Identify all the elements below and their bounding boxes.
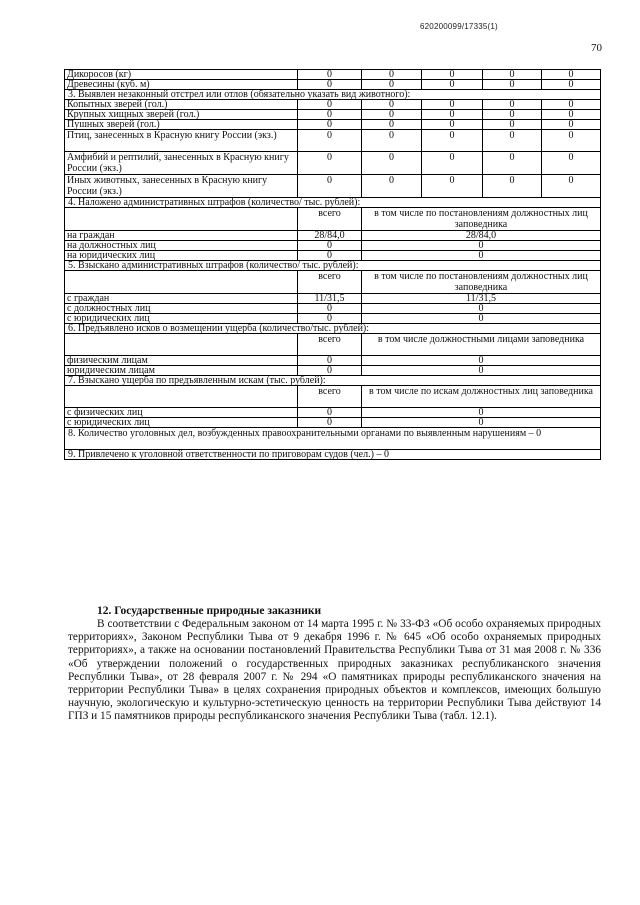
- row-label: на юридических лиц: [65, 251, 298, 261]
- table-row: [65, 241, 601, 251]
- row-label: с должностных лиц: [65, 304, 298, 314]
- section-6-title: 6. Предъявлено исков о возмещении ущерба (количество/тыс. рублей):: [65, 324, 601, 334]
- table-row: [65, 120, 601, 130]
- row-label: Копытных зверей (гол.): [65, 100, 298, 110]
- empty-cell: [65, 386, 298, 408]
- row-label: юридическим лицам: [65, 366, 298, 376]
- row-label: Древесины (куб. м): [65, 80, 298, 90]
- cell-value: 0: [542, 152, 601, 175]
- section-3-title: 3. Выявлен незаконный отстрел или отлов (обязательно указать вид животного):: [65, 90, 601, 100]
- cell-sub: 0: [362, 356, 601, 366]
- cell-sub: 11/31,5: [362, 294, 601, 304]
- row-label: Крупных хищных зверей (гол.): [65, 110, 298, 120]
- cell-value: 0: [483, 152, 542, 175]
- subheader-row: [65, 271, 601, 294]
- cell-value: 0: [362, 100, 422, 110]
- table-row: [65, 356, 601, 366]
- cell-value: 0: [483, 70, 542, 80]
- table-row: [65, 231, 601, 241]
- col-header-sub: в том числе должностными лицами заповедника: [362, 334, 601, 356]
- cell-value: 0: [362, 175, 422, 198]
- cell-value: 0: [422, 110, 483, 120]
- cell-value: 0: [362, 70, 422, 80]
- subheader-row: [65, 334, 601, 356]
- table-row: [65, 418, 601, 428]
- cell-sub: 0: [362, 304, 601, 314]
- cell-value: 0: [483, 100, 542, 110]
- cell-value: 0: [298, 130, 362, 152]
- row-label: Амфибий и рептилий, занесенных в Красную книгу России (экз.): [65, 152, 298, 175]
- section-8-text: 8. Количество уголовных дел, возбужденных правоохранительными органами по выявленным нарушениям – 0: [65, 428, 601, 450]
- cell-value: 0: [422, 70, 483, 80]
- table-row: [65, 304, 601, 314]
- section-9-text: 9. Привлечено к уголовной ответственности по приговорам судов (чел.) – 0: [65, 450, 601, 460]
- section-12-paragraph: В соответствии с Федеральным законом от 14 марта 1995 г. № 33-ФЗ «Об особо охраняемых природных территориях», Законом Республики Тыва от 9 декабря 1996 г. № 645 «Об особо охраняемых природных территориях», а также на основании постановлений Правительства Республики Тыва от 31 мая 2008 г. № 336 «Об утверждении положений о государственных природных заказниках республиканского значения Республики Тыва», от 28 февраля 2007 г. № 294 «О памятниках природы республиканского значения на территории Республики Тыва» в целях сохранения природных объектов и комплексов, имеющих большую научную, экологическую и культурно-эстетическую ценность на территории Республики Тыва действуют 14 ГПЗ и 15 памятников природы республиканского значения Республики Тыва (табл. 12.1).: [68, 618, 601, 723]
- cell-value: 0: [298, 80, 362, 90]
- cell-value: 0: [422, 120, 483, 130]
- cell-value: 0: [298, 120, 362, 130]
- cell-value: 0: [542, 70, 601, 80]
- cell-value: 0: [422, 80, 483, 90]
- cell-value: 0: [542, 110, 601, 120]
- cell-total: 0: [298, 418, 362, 428]
- cell-total: 0: [298, 314, 362, 324]
- col-header-total: всего: [298, 386, 362, 408]
- section-4-title: 4. Наложено административных штрафов (количество/ тыс. рублей):: [65, 198, 601, 208]
- cell-value: 0: [542, 100, 601, 110]
- table-row: [65, 100, 601, 110]
- table-row: [65, 366, 601, 376]
- cell-total: 0: [298, 251, 362, 261]
- col-header-total: всего: [298, 271, 362, 294]
- cell-value: 0: [483, 80, 542, 90]
- cell-value: 0: [483, 175, 542, 198]
- cell-value: 0: [542, 130, 601, 152]
- cell-value: 0: [362, 80, 422, 90]
- cell-value: 0: [422, 175, 483, 198]
- section-12-heading: 12. Государственные природные заказники: [97, 605, 322, 617]
- row-label: с физических лиц: [65, 408, 298, 418]
- cell-value: 0: [362, 152, 422, 175]
- section-title-row: [65, 376, 601, 386]
- col-header-total: всего: [298, 334, 362, 356]
- cell-value: 0: [542, 120, 601, 130]
- section-7-title: 7. Взыскано ущерба по предъявленным искам (тыс. рублей):: [65, 376, 601, 386]
- cell-sub: 0: [362, 408, 601, 418]
- row-label: Пушных зверей (гол.): [65, 120, 298, 130]
- cell-total: 28/84,0: [298, 231, 362, 241]
- section-5-title: 5. Взыскано административных штрафов (количество/ тыс. рублей):: [65, 261, 601, 271]
- cell-sub: 0: [362, 314, 601, 324]
- cell-value: 0: [362, 110, 422, 120]
- empty-cell: [65, 208, 298, 231]
- cell-value: 0: [422, 152, 483, 175]
- cell-total: 11/31,5: [298, 294, 362, 304]
- cell-total: 0: [298, 366, 362, 376]
- cell-total: 0: [298, 304, 362, 314]
- cell-value: 0: [298, 152, 362, 175]
- row-label: на должностных лиц: [65, 241, 298, 251]
- row-label: с граждан: [65, 294, 298, 304]
- cell-value: 0: [362, 120, 422, 130]
- table-row: [65, 130, 601, 152]
- section-title-row: [65, 450, 601, 460]
- row-label: с юридических лиц: [65, 418, 298, 428]
- cell-value: 0: [542, 80, 601, 90]
- row-label: физическим лицам: [65, 356, 298, 366]
- cell-sub: 28/84,0: [362, 231, 601, 241]
- row-label: на граждан: [65, 231, 298, 241]
- section-title-row: [65, 198, 601, 208]
- cell-total: 0: [298, 356, 362, 366]
- section-title-row: [65, 90, 601, 100]
- table-row: [65, 80, 601, 90]
- cell-sub: 0: [362, 241, 601, 251]
- col-header-sub: в том числе по искам должностных лиц заповедника: [362, 386, 601, 408]
- table-row: [65, 294, 601, 304]
- cell-value: 0: [483, 130, 542, 152]
- cell-value: 0: [483, 110, 542, 120]
- section-title-row: [65, 324, 601, 334]
- table-row: [65, 70, 601, 80]
- empty-cell: [65, 271, 298, 294]
- cell-value: 0: [542, 175, 601, 198]
- cell-total: 0: [298, 241, 362, 251]
- violations-table: [64, 69, 601, 460]
- row-label: Птиц, занесенных в Красную книгу России (экз.): [65, 130, 298, 152]
- cell-value: 0: [298, 110, 362, 120]
- cell-value: 0: [298, 100, 362, 110]
- cell-value: 0: [422, 100, 483, 110]
- section-title-row: [65, 261, 601, 271]
- cell-value: 0: [298, 70, 362, 80]
- col-header-sub: в том числе по постановлениям должностных лиц заповедника: [362, 271, 601, 294]
- table-row: [65, 110, 601, 120]
- section-title-row: [65, 428, 601, 450]
- col-header-total: всего: [298, 208, 362, 231]
- subheader-row: [65, 386, 601, 408]
- row-label: Дикоросов (кг): [65, 70, 298, 80]
- page-number: 70: [591, 42, 602, 54]
- row-label: с юридических лиц: [65, 314, 298, 324]
- col-header-sub: в том числе по постановлениям должностных лиц заповедника: [362, 208, 601, 231]
- cell-sub: 0: [362, 251, 601, 261]
- cell-value: 0: [422, 130, 483, 152]
- table-row: [65, 408, 601, 418]
- table-row: [65, 251, 601, 261]
- cell-sub: 0: [362, 366, 601, 376]
- row-label: Иных животных, занесенных в Красную книгу России (экз.): [65, 175, 298, 198]
- cell-value: 0: [362, 130, 422, 152]
- table-row: [65, 314, 601, 324]
- table-row: [65, 175, 601, 198]
- cell-sub: 0: [362, 418, 601, 428]
- cell-value: 0: [483, 120, 542, 130]
- subheader-row: [65, 208, 601, 231]
- document-id: 620200099/17335(1): [420, 22, 498, 31]
- empty-cell: [65, 334, 298, 356]
- table-row: [65, 152, 601, 175]
- cell-value: 0: [298, 175, 362, 198]
- cell-total: 0: [298, 408, 362, 418]
